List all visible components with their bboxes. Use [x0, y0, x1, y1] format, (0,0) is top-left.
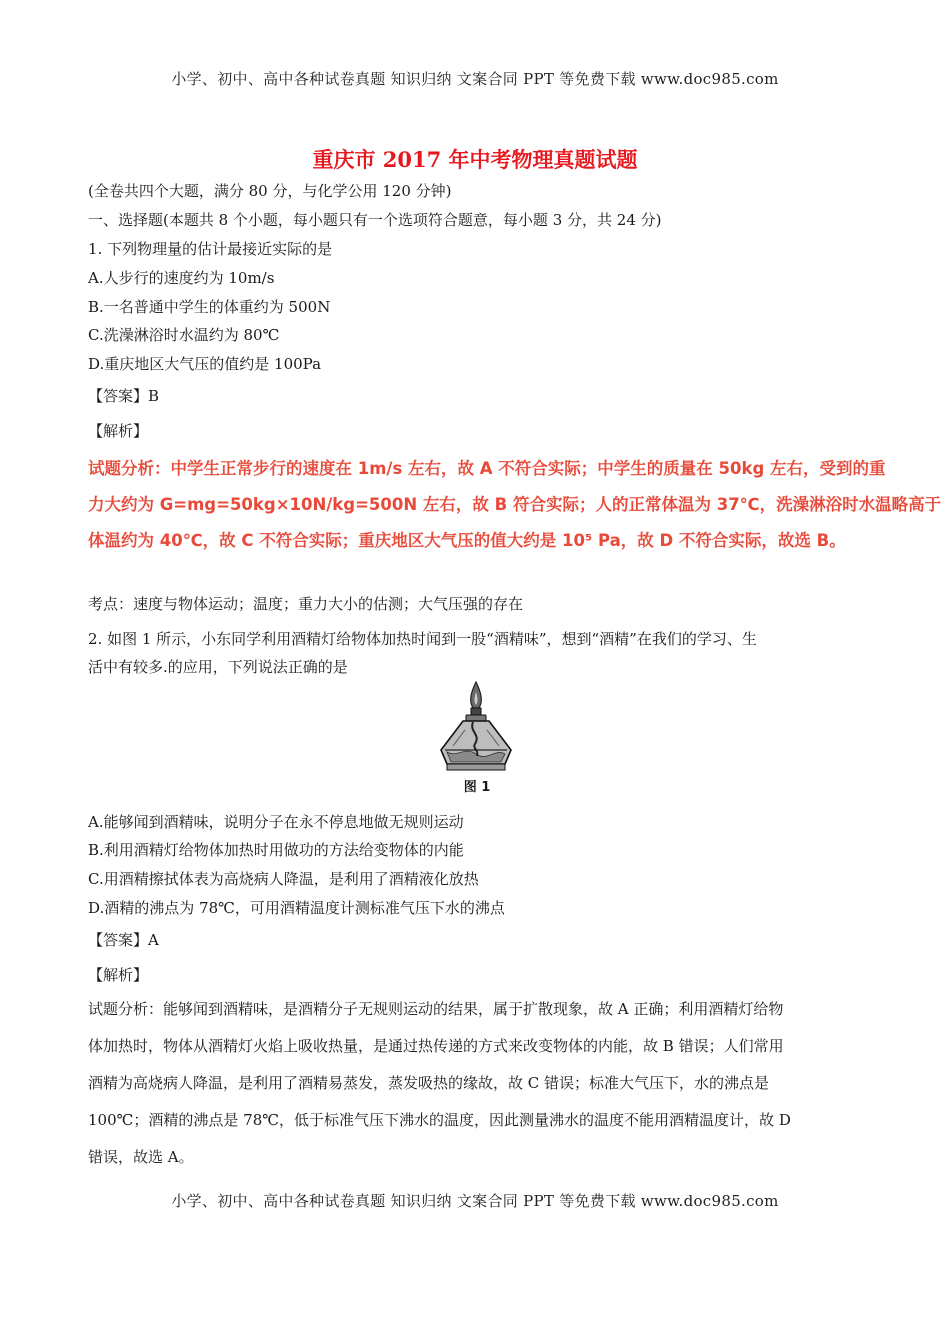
q2-analysis-label: 【解析】 [88, 966, 149, 984]
q2-option-d: D.酒精的沸点为 78℃，可用酒精温度计测标准气压下水的沸点 [88, 899, 505, 917]
exam-intro: (全卷共四个大题，满分 80 分，与化学公用 120 分钟) [88, 182, 452, 200]
q1-answer: 【答案】B [88, 387, 160, 405]
q1-option-d: D.重庆地区大气压的值约是 100Pa [88, 355, 322, 373]
q2-answer: 【答案】A [88, 931, 159, 949]
page-footer: 小学、初中、高中各种试卷真题 知识归纳 文案合同 PPT 等免费下载 www.doc985.com [171, 1192, 779, 1210]
q1-analysis-line: 力大约为 G=mg=50kg×10N/kg=500N 左右，故 B 符合实际；人的正常体温为 37℃，洗澡淋浴时水温略高于 [88, 495, 942, 514]
q2-analysis-line: 体加热时，物体从酒精灯火焰上吸收热量，是通过热传递的方式来改变物体的内能，故 B 错误；人们常用 [88, 1037, 784, 1055]
q1-analysis-label: 【解析】 [88, 422, 149, 440]
q1-analysis [88, 455, 942, 565]
q1-kaodian: 考点：速度与物体运动；温度；重力大小的估测；大气压强的存在 [88, 595, 524, 613]
q1-option-c: C.洗澡淋浴时水温约为 80℃ [88, 326, 280, 344]
q2-option-b: B.利用酒精灯给物体加热时用做功的方法给变物体的内能 [88, 841, 464, 859]
q2-option-a: A.能够闻到酒精味，说明分子在永不停息地做无规则运动 [88, 813, 464, 831]
page-title: 重庆市 2017 年中考物理真题试题 [312, 147, 638, 172]
q2-analysis-line: 酒精为高烧病人降温，是利用了酒精易蒸发，蒸发吸热的缘故，故 C 错误；标准大气压下，水的沸点是 [88, 1074, 770, 1092]
q1-option-b: B.一名普通中学生的体重约为 500N [88, 298, 331, 316]
alcohol-lamp-icon [435, 680, 517, 776]
q2-stem-line: 活中有较多.的应用，下列说法正确的是 [88, 658, 348, 676]
q1-stem: 1. 下列物理量的估计最接近实际的是 [88, 240, 333, 258]
q1-option-a: A.人步行的速度约为 10m/s [88, 269, 275, 287]
q2-analysis-line: 试题分析：能够闻到酒精味，是酒精分子无规则运动的结果，属于扩散现象，故 A 正确；利用酒精灯给物 [88, 1000, 784, 1018]
q2-analysis-line: 错误，故选 A。 [88, 1148, 194, 1166]
q2-stem-line: 2. 如图 1 所示，小东同学利用酒精灯给物体加热时闻到一股“酒精味”，想到“酒精”在我们的学习、生 [88, 630, 757, 648]
page-header: 小学、初中、高中各种试卷真题 知识归纳 文案合同 PPT 等免费下载 www.doc985.com [171, 70, 779, 88]
q1-analysis-line: 试题分析：中学生正常步行的速度在 1m/s 左右，故 A 不符合实际；中学生的质量在 50kg 左右，受到的重 [88, 459, 886, 478]
q1-analysis-line: 体温约为 40℃，故 C 不符合实际；重庆地区大气压的值大约是 10⁵ Pa，故 D 不符合实际，故选 B。 [88, 531, 846, 550]
figure-caption: 图 1 [463, 780, 491, 795]
q2-option-c: C.用酒精擦拭体表为高烧病人降温，是利用了酒精液化放热 [88, 870, 479, 888]
section-heading: 一、选择题(本题共 8 个小题，每小题只有一个选项符合题意，每小题 3 分，共 24 分) [88, 211, 662, 229]
q2-analysis-line: 100℃；酒精的沸点是 78℃，低于标准气压下沸水的温度，因此测量沸水的温度不能用酒精温度计，故 D [88, 1111, 791, 1129]
